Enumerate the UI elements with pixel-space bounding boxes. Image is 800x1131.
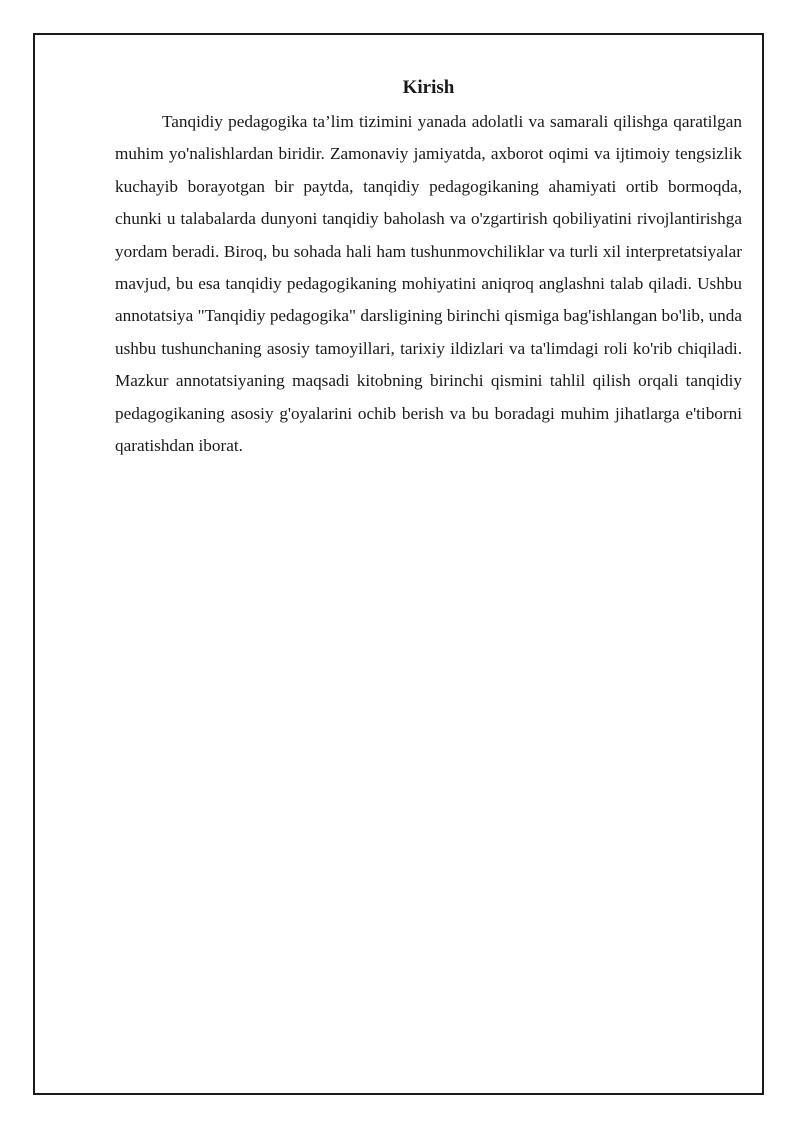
document-body xyxy=(115,74,742,462)
intro-paragraph: Tanqidiy pedagogika ta’lim tizimini yanada adolatli va samarali qilishga qaratilgan muhim yo'nalishlardan biridir. Zamonaviy jamiyatda, axborot oqimi va ijtimoiy tengsizlik kuchayib borayotgan bir paytda, tanqidiy pedagogikaning ahamiyati ortib bormoqda, chunki u talabalarda dunyoni tanqidiy baholash va o'zgartirish qobiliyatini rivojlantirishga yordam beradi. Biroq, bu sohada hali ham tushunmovchiliklar va turli xil interpretatsiyalar mavjud, bu esa tanqidiy pedagogikaning mohiyatini aniqroq anglashni talab qiladi. Ushbu annotatsiya "Tanqidiy pedagogika" darsligining birinchi qismiga bag'ishlangan bo'lib, unda ushbu tushunchaning asosiy tamoyillari, tarixiy ildizlari va ta'limdagi roli ko'rib chiqiladi. Mazkur annotatsiyaning maqsadi kitobning birinchi qismini tahlil qilish orqali tanqidiy pedagogikaning asosiy g'oyalarini ochib berish va bu boradagi muhim jihatlarga e'tiborni qaratishdan iborat. xyxy=(115,112,742,456)
section-heading: Kirish xyxy=(402,77,455,98)
